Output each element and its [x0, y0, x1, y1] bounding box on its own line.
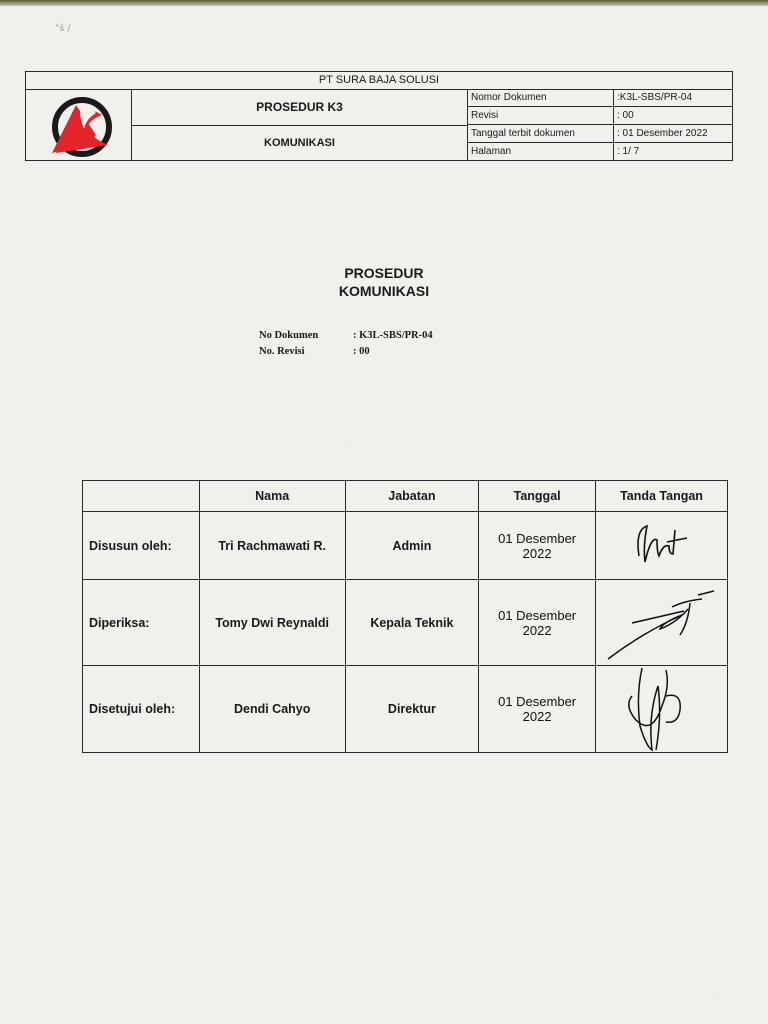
- signature-image: [617, 516, 707, 576]
- role-cell: Disetujui oleh:: [83, 666, 200, 753]
- approval-row: [83, 666, 728, 753]
- document-meta-table: [468, 89, 732, 160]
- header-cell-name: Nama: [199, 481, 345, 512]
- signature-image: [622, 666, 702, 752]
- title-line-1: PROSEDUR: [344, 265, 424, 281]
- position-cell: Admin: [345, 512, 479, 580]
- title-line-2: KOMUNIKASI: [338, 283, 430, 299]
- company-logo: [26, 89, 132, 160]
- approval-header-row: [83, 481, 728, 512]
- position-cell: Direktur: [345, 666, 479, 753]
- document-title: [0, 264, 768, 300]
- signature-cell: [596, 666, 728, 753]
- document-info: [257, 327, 435, 361]
- info-row: [259, 329, 433, 343]
- doc-no-label: No Dokumen: [259, 330, 319, 341]
- meta-value: : 00: [614, 107, 733, 125]
- info-row: [259, 345, 433, 359]
- approval-row: [83, 580, 728, 666]
- meta-row: [468, 125, 732, 143]
- date-line-1: 01 Desember: [498, 694, 577, 709]
- company-name: PT SURA BAJA SOLUSI: [26, 72, 732, 90]
- meta-row: [468, 143, 732, 161]
- approval-row: [83, 512, 728, 580]
- signature-cell: [596, 580, 728, 666]
- date-line-2: 2022: [522, 709, 552, 724]
- meta-label: Tanggal terbit dokumen: [468, 125, 614, 143]
- date-line-2: 2022: [522, 545, 552, 561]
- date-line-2: 2022: [522, 622, 552, 638]
- meta-value: : 1/ 7: [617, 146, 640, 157]
- date-line-1: 01 Desember: [498, 607, 577, 623]
- meta-label: Nomor Dokumen: [468, 89, 614, 107]
- name-cell: Tri Rachmawati R.: [199, 512, 345, 580]
- doc-no-value: : K3L-SBS/PR-04: [353, 330, 433, 341]
- signature-image: [602, 583, 722, 663]
- scan-top-edge: [0, 0, 768, 6]
- revision-value: : 00: [353, 346, 370, 357]
- document-header: [25, 71, 733, 161]
- date-line-1: 01 Desember: [498, 530, 577, 546]
- approval-table: [82, 480, 728, 753]
- meta-value: : 01 Desember 2022: [614, 125, 733, 143]
- header-cell-signature: Tanda Tangan: [596, 481, 728, 512]
- header-cell-date: Tanggal: [479, 481, 596, 512]
- corner-mark: ”š /: [55, 24, 71, 34]
- meta-label: Revisi: [468, 107, 614, 125]
- procedure-subtitle: KOMUNIKASI: [132, 126, 468, 160]
- logo-icon: [26, 89, 131, 160]
- meta-label: Halaman: [468, 143, 614, 161]
- position-cell: Kepala Teknik: [345, 580, 479, 666]
- date-cell: [479, 512, 596, 580]
- scan-speck: ·: [718, 988, 721, 997]
- role-cell: Disusun oleh:: [83, 512, 200, 580]
- meta-value: :K3L-SBS/PR-04: [614, 89, 733, 107]
- name-cell: Dendi Cahyo: [199, 666, 345, 753]
- header-cell-empty: [83, 481, 200, 512]
- role-cell: Diperiksa:: [83, 580, 200, 666]
- date-cell: [479, 580, 596, 666]
- meta-row: [468, 89, 732, 107]
- procedure-title: PROSEDUR K3: [132, 89, 468, 126]
- scan-speck: ·: [343, 436, 346, 445]
- date-cell: [479, 666, 596, 753]
- header-cell-position: Jabatan: [345, 481, 479, 512]
- name-cell: Tomy Dwi Reynaldi: [199, 580, 345, 666]
- revision-label: No. Revisi: [259, 346, 305, 357]
- signature-cell: [596, 512, 728, 580]
- meta-row: [468, 107, 732, 125]
